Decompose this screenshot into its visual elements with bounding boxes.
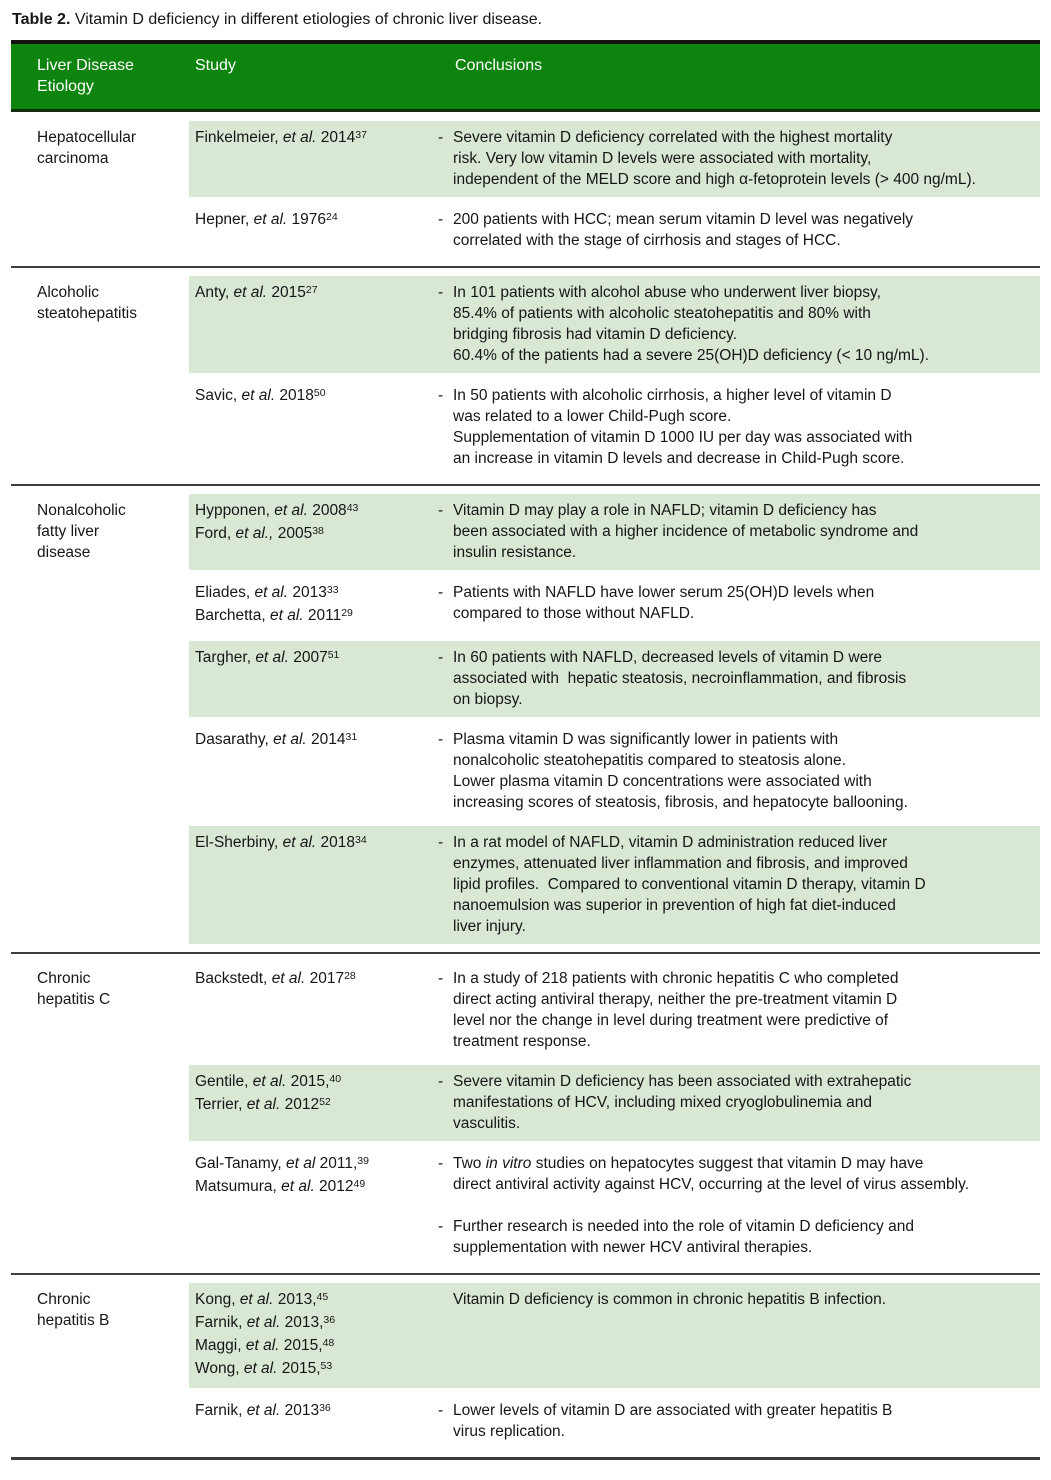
conclusions-cell [436,1153,1040,1258]
row-band [189,379,1040,476]
text-line: nanoemulsion was superior in prevention of high fat diet-induced [453,897,896,914]
table-row [11,723,1040,820]
conclusion-lines [453,729,1036,813]
study-ref: Wong, et al. 2015,53 [195,1360,333,1377]
reference-superscript: 38 [312,525,324,537]
study-cell [189,582,436,628]
study-ref: Backstedt, et al. 2017$^{28}$ [195,970,356,987]
italic-text: et al. [233,284,268,301]
bullet-dash: - [438,129,444,146]
conclusion-item [438,1400,1036,1442]
study-cell [189,282,436,366]
study-ref: Hypponen, et al. 2008$^{43}$ [195,502,359,519]
conclusions-cell [436,729,1040,813]
conclusion-item [438,1289,1036,1310]
study-cell [189,385,436,469]
study-ref: Farnik, et al. 2013,36 [195,1314,336,1331]
row-band [189,576,1040,635]
italic-text: et al. [253,211,288,228]
study-cell [189,1071,436,1134]
italic-text: et al. [246,1402,281,1419]
data-table [11,40,1040,1460]
text-line: was related to a lower Child-Pugh score. [453,408,732,425]
table-caption [12,10,1040,30]
study-ref: Savic, et al. 2018$^{50}$ [195,387,326,404]
etiology-section [11,952,1040,1273]
etiology-section [11,1273,1040,1457]
text-line: on biopsy. [453,691,523,708]
reference-superscript: 36 [319,1402,331,1414]
etiology-cell [11,576,189,635]
conclusion-item [438,729,1036,813]
conclusion-item [438,968,1036,1052]
text-line: an increase in vitamin D levels and decrease in Child-Pugh score. [453,450,905,467]
etiology-cell [11,276,189,373]
study-cell [189,1153,436,1258]
study-cell [189,500,436,563]
conclusion-lines [453,832,1036,937]
study-ref: Matsumura, et al. 2012$^{49}$ [195,1178,366,1195]
conclusion-item [438,647,1036,710]
reference-superscript: 28 [344,970,356,982]
etiology-section [11,266,1040,484]
reference-superscript: 34 [355,834,367,846]
table-header-row [11,40,1040,112]
italic-text: et al. [269,607,304,624]
study-cell [189,832,436,937]
text-line: Patients with NAFLD have lower serum 25(OH)D levels when [453,584,875,601]
conclusion-item [438,582,1036,624]
etiology-line: Hepatocellular [37,129,137,146]
bullet-dash: - [438,502,444,519]
italic-text: et al [286,1155,316,1172]
conclusion-lines [453,1289,1036,1310]
conclusions-cell [436,582,1040,628]
study-ref: Gal-Tanamy, et al 2011,39 [195,1155,369,1172]
bullet-dash: - [438,1218,444,1235]
italic-text: et al. [246,1096,281,1113]
reference-superscript: 39 [357,1155,369,1167]
reference-superscript: 45 [316,1291,329,1303]
text-line: Further research is needed into the role of vitamin D deficiency and [453,1218,914,1235]
header-study: Study [195,57,236,74]
conclusion-item [438,127,1036,190]
table-row [11,276,1040,373]
text-line: compared to those without NAFLD. [453,605,695,622]
reference-superscript: 51 [327,649,340,661]
table-row [11,1283,1040,1388]
italic-text: et al. [243,1360,278,1377]
text-line: Vitamin D may play a role in NAFLD; vitamin D deficiency has [453,502,877,519]
table-row [11,379,1040,476]
table-row [11,203,1040,258]
text-line: been associated with a higher incidence of metabolic syndrome and [453,523,919,540]
conclusion-lines [453,647,1036,710]
bullet-dash: - [438,211,444,228]
study-ref: Terrier, et al. 2012$^{52}$ [195,1096,331,1113]
text-line: Severe vitamin D deficiency correlated with the highest mortality [453,129,893,146]
study-cell [189,127,436,190]
study-ref: Finkelmeier, et al. 2014$^{37}$ [195,129,367,146]
text-line: level nor the change in level during treatment were predictive of [453,1012,889,1029]
text-line: 60.4% of the patients had a severe 25(OH)D deficiency (< 10 ng/mL). [453,347,930,364]
header-conclusions: Conclusions [455,57,543,74]
text-line: In 60 patients with NAFLD, decreased levels of vitamin D were [453,649,883,666]
etiology-cell [11,1147,189,1265]
conclusion-item [438,385,1036,469]
etiology-cell [11,723,189,820]
reference-superscript: 48 [322,1337,335,1349]
table-row [11,962,1040,1059]
text-line: manifestations of HCV, including mixed cryoglobulinemia and [453,1094,873,1111]
study-ref: Targher, et al. 2007$^{51}$ [195,649,340,666]
reference-superscript: 24 [326,211,338,223]
table-row [11,641,1040,717]
conclusion-lines [453,209,1036,251]
conclusion-lines [453,385,1036,469]
row-band [189,723,1040,820]
etiology-line: carcinoma [37,150,109,167]
text-line: direct antiviral activity against HCV, occurring at the level of virus assembly. [453,1176,970,1193]
text-line: 85.4% of patients with alcoholic steatohepatitis and 80% with [453,305,871,322]
table-row [11,826,1040,944]
etiology-line: fatty liver [37,523,100,540]
study-ref: Farnik, et al. 2013$^{36}$ [195,1402,331,1419]
conclusions-cell [436,282,1040,366]
study-ref: Eliades, et al. 2013$^{33}$ [195,584,339,601]
table-row [11,1065,1040,1141]
study-ref: El-Sherbiny, et al. 2018$^{34}$ [195,834,367,851]
etiology-cell [11,826,189,944]
text-line: increasing scores of steatosis, fibrosis, and hepatocyte ballooning. [453,794,908,811]
row-band [189,962,1040,1059]
row-band [189,203,1040,258]
etiology-line: Nonalcoholic [37,502,126,519]
text-line: In a study of 218 patients with chronic hepatitis C who completed [453,970,899,987]
italic-text: et al. [254,584,289,601]
italic-text: et al. [281,1178,315,1195]
table-row [11,1147,1040,1265]
etiology-cell [11,1283,189,1388]
bullet-dash: - [438,1402,444,1419]
conclusion-lines [453,1071,1036,1134]
etiology-section [11,112,1040,266]
text-line: Lower levels of vitamin D are associated with greater hepatitis B [453,1402,893,1419]
italic-text: et al., [235,525,274,542]
conclusion-lines [453,282,1036,366]
conclusions-cell [436,1400,1040,1442]
italic-text: et al. [271,970,306,987]
study-ref: Barchetta, et al. 2011$^{29}$ [195,607,353,624]
row-band [189,1065,1040,1141]
conclusions-cell [436,127,1040,190]
study-ref: Gentile, et al. 2015,40 [195,1073,342,1090]
study-cell [189,647,436,710]
italic-text: et al. [252,1073,287,1090]
conclusion-lines [453,500,1036,563]
text-line: In 101 patients with alcohol abuse who underwent liver biopsy, [453,284,881,301]
italic-text: et al. [255,649,289,666]
text-line: Vitamin D deficiency is common in chronic hepatitis B infection. [453,1291,887,1308]
reference-superscript: 36 [323,1314,336,1326]
row-band [189,1147,1040,1265]
study-cell [189,209,436,251]
text-line: In 50 patients with alcoholic cirrhosis, a higher level of vitamin D [453,387,892,404]
reference-superscript: 50 [313,387,326,399]
conclusions-cell [436,500,1040,563]
row-band [189,494,1040,570]
text-line: bridging fibrosis had vitamin D deficiency. [453,326,738,343]
text-line: lipid profiles. Compared to conventional vitamin D therapy, vitamin D [453,876,926,893]
row-band [189,276,1040,373]
conclusion-lines [453,1153,1036,1195]
bullet-dash: - [438,834,444,851]
conclusion-lines [453,1216,1036,1258]
table-row [11,494,1040,570]
etiology-cell [11,203,189,258]
bullet-dash: - [438,970,444,987]
etiology-line: disease [37,544,91,561]
text-line: Plasma vitamin D was significantly lower in patients with [453,731,839,748]
italic-text: et al. [282,834,317,851]
conclusion-item [438,832,1036,937]
text-line: direct acting antiviral therapy, neither the pre-treatment vitamin D [453,991,898,1008]
italic-text: in vitro [485,1155,532,1172]
italic-text: et al. [274,502,308,519]
conclusion-lines [453,968,1036,1052]
conclusion-lines [453,582,1036,624]
italic-text: et al. [239,1291,274,1308]
table-caption-label: Table 2. [12,11,71,28]
conclusion-item [438,282,1036,366]
text-line: risk. Very low vitamin D levels were associated with mortality, [453,150,872,167]
etiology-cell [11,121,189,197]
etiology-line: Alcoholic [37,284,100,301]
etiology-line: steatohepatitis [37,305,137,322]
text-line: associated with hepatic steatosis, necroinflammation, and fibrosis [453,670,907,687]
conclusions-cell [436,968,1040,1052]
study-ref: Anty, et al. 2015$^{27}$ [195,284,318,301]
italic-text: et al. [282,129,317,146]
bullet-dash: - [438,1073,444,1090]
text-line: Two in vitro studies on hepatocytes suggest that vitamin D may have [453,1155,924,1172]
italic-text: et al. [273,731,307,748]
etiology-cell [11,1394,189,1449]
conclusions-cell [436,209,1040,251]
study-ref: Ford, et al., 2005$^{38}$ [195,525,324,542]
conclusion-item [438,1216,1036,1258]
conclusion-lines [453,1400,1036,1442]
table-row [11,1394,1040,1449]
table-caption-text: Vitamin D deficiency in different etiologies of chronic liver disease. [70,11,543,28]
header-etiology: Liver Disease Etiology [37,57,134,95]
etiology-line: Chronic [37,1291,91,1308]
reference-superscript: 31 [345,731,358,743]
row-band [189,121,1040,197]
conclusion-item [438,500,1036,563]
text-line: enzymes, attenuated liver inflammation and fibrosis, and improved [453,855,908,872]
bullet-dash: - [438,387,444,404]
text-line: treatment response. [453,1033,591,1050]
table-row [11,121,1040,197]
bullet-dash: - [438,649,444,666]
text-line: correlated with the stage of cirrhosis and stages of HCC. [453,232,841,249]
text-line: independent of the MELD score and high α-fetoprotein levels (> 400 ng/mL). [453,171,976,188]
text-line: In a rat model of NAFLD, vitamin D administration reduced liver [453,834,888,851]
reference-superscript: 49 [353,1178,366,1190]
etiology-cell [11,962,189,1059]
row-band [189,826,1040,944]
study-cell [189,968,436,1052]
conclusions-cell [436,1071,1040,1134]
bullet-dash: - [438,1155,444,1172]
row-band [189,641,1040,717]
text-line: 200 patients with HCC; mean serum vitamin D level was negatively [453,211,914,228]
text-line: insulin resistance. [453,544,577,561]
reference-superscript: 52 [319,1096,331,1108]
text-line: liver injury. [453,918,526,935]
study-ref: Dasarathy, et al. 2014$^{31}$ [195,731,358,748]
italic-text: et al. [246,1314,281,1331]
conclusion-item [438,1153,1036,1195]
table-body [11,112,1040,1457]
study-cell [189,1289,436,1381]
conclusions-cell [436,832,1040,937]
conclusions-cell [436,385,1040,469]
reference-superscript: 27 [305,284,318,296]
etiology-line: hepatitis C [37,991,111,1008]
reference-superscript: 43 [346,502,359,514]
study-ref: Kong, et al. 2013,45 [195,1291,329,1308]
study-ref: Hepner, et al. 1976$^{24}$ [195,211,338,228]
reference-superscript: 40 [329,1073,342,1085]
etiology-cell [11,1065,189,1141]
italic-text: et al. [241,387,276,404]
conclusions-cell [436,647,1040,710]
reference-superscript: 33 [326,584,339,596]
row-band [189,1394,1040,1449]
text-line: Severe vitamin D deficiency has been associated with extrahepatic [453,1073,912,1090]
text-line: Lower plasma vitamin D concentrations were associated with [453,773,872,790]
reference-superscript: 29 [341,607,353,619]
row-band [189,1283,1040,1388]
conclusions-cell [436,1289,1040,1381]
bullet-dash: - [438,284,444,301]
reference-superscript: 37 [355,129,367,141]
text-line: vasculitis. [453,1115,521,1132]
bullet-dash [438,1289,453,1310]
etiology-line: hepatitis B [37,1312,110,1329]
conclusion-item [438,1071,1036,1134]
etiology-cell [11,379,189,476]
text-line: supplementation with newer HCV antiviral therapies. [453,1239,813,1256]
text-line: virus replication. [453,1423,565,1440]
table-row [11,576,1040,635]
etiology-cell [11,494,189,570]
etiology-section [11,484,1040,952]
conclusion-lines [453,127,1036,190]
etiology-cell [11,641,189,717]
text-line: Supplementation of vitamin D 1000 IU per day was associated with [453,429,913,446]
study-cell [189,729,436,813]
conclusion-item [438,209,1036,251]
bullet-dash: - [438,731,444,748]
italic-text: et al. [245,1337,280,1354]
study-ref: Maggi, et al. 2015,48 [195,1337,335,1354]
study-cell [189,1400,436,1442]
reference-superscript: 53 [320,1360,333,1372]
bullet-dash: - [438,584,444,601]
etiology-line: Chronic [37,970,91,987]
text-line: nonalcoholic steatohepatitis compared to steatosis alone. [453,752,846,769]
